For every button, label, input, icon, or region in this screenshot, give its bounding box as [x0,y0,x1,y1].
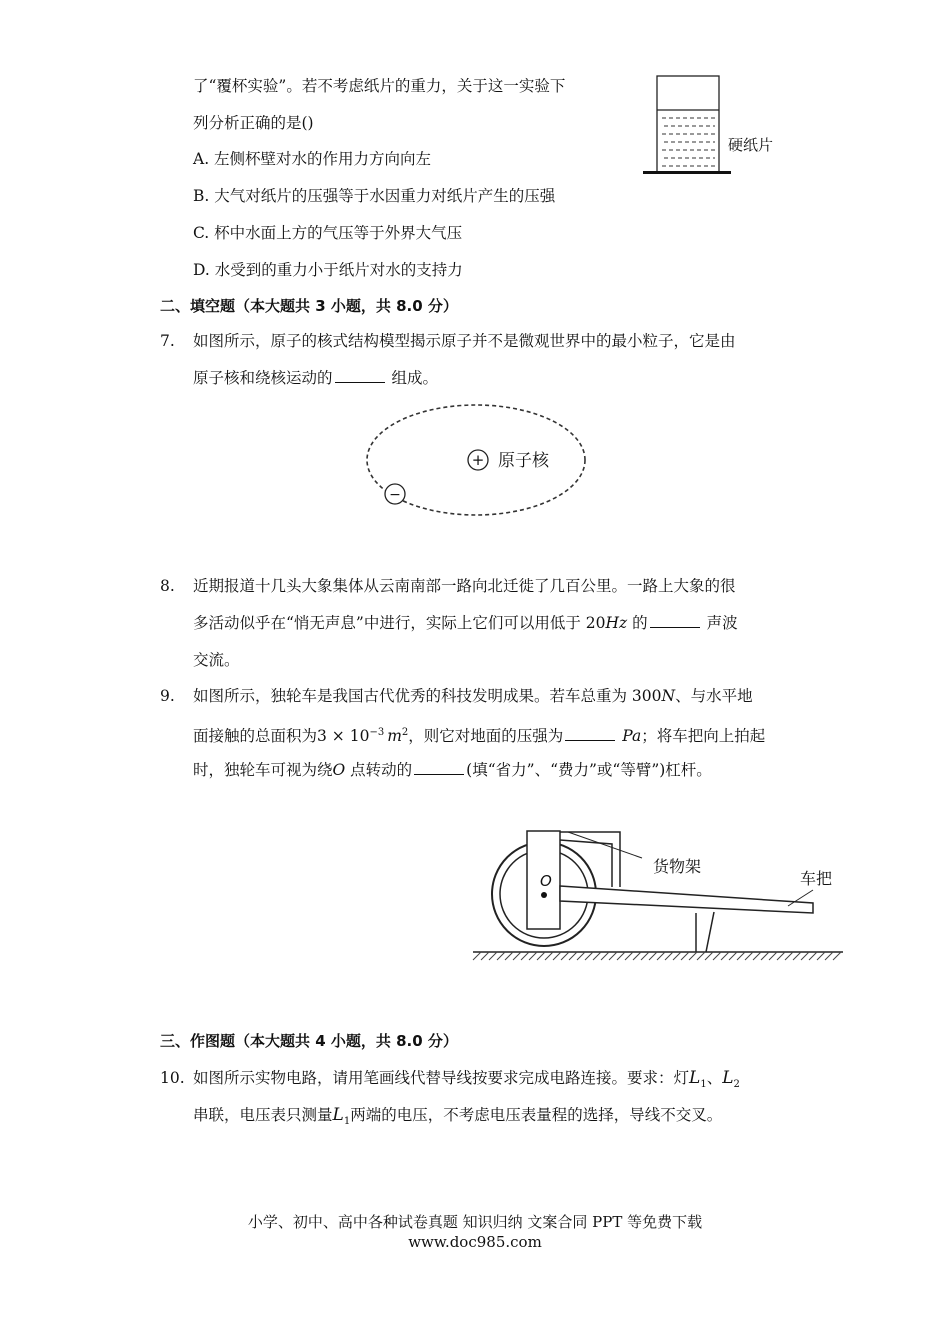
q7-line1: 如图所示，原子的核式结构模型揭示原子并不是微观世界中的最小粒子，它是由 [193,332,736,350]
q10-line1: 如图所示实物电路，请用笔画线代替导线按要求完成电路连接。要求：灯$L_1$、$L_2$ [193,1068,740,1091]
svg-text:−: − [389,487,401,503]
q9-line3: 时，独轮车可视为绕O 点转动的 (填“省力”、“费力”或“等臂”)杠杆。 [193,761,712,779]
q6-line1: 了“覆杯实验”。若不考虑纸片的重力，关于这一实验下 [193,77,566,95]
svg-text:+: + [471,451,485,469]
q7-number: 7. [160,332,175,350]
q6-option-a: A. 左侧杯壁对水的作用力方向向左 [193,150,432,168]
cup-figure-label: 硬纸片 [728,136,774,154]
q6-option-b: B. 大气对纸片的压强等于水因重力对纸片产生的压强 [193,187,556,205]
atom-figure [360,400,592,522]
pivot-label: O [540,872,552,890]
q9-blank-2 [414,760,464,775]
q10-line2: 串联，电压表只测量$L_1$两端的电压，不考虑电压表量程的选择，导线不交叉。 [193,1105,723,1128]
q8-line1: 近期报道十几头大象集体从云南南部一路向北迁徙了几百公里。一路上大象的很 [193,577,736,595]
rack-label: 货物架 [653,857,702,876]
q9-blank-1 [565,726,615,741]
footer-url[interactable]: www.doc985.com [408,1233,542,1251]
q7-blank [335,368,385,383]
q6-option-d: D. 水受到的重力小于纸片对水的支持力 [193,261,463,279]
q9-line2: 面接触的总面积为$3 \times 10^{-3}$ $m^2$，则它对地面的压强为 Pa；将车把向上拍起 [193,727,766,746]
handle-label: 车把 [800,869,833,888]
q6-option-c: C. 杯中水面上方的气压等于外界大气压 [193,224,463,242]
footer-line1: 小学、初中、高中各种试卷真题 知识归纳 文案合同 PPT 等免费下载 [247,1213,703,1231]
wheelbarrow-figure [468,824,848,968]
nucleus-label: 原子核 [498,451,549,471]
section2-title: 二、填空题（本大题共 3 小题，共 8.0 分） [160,297,458,315]
q8-line2: 多活动似乎在“悄无声息”中进行，实际上它们可以用低于 20Hz 的 声波 [193,614,738,632]
q9-number: 9. [160,687,175,705]
q8-number: 8. [160,577,175,595]
q6-line2: 列分析正确的是() [193,114,314,132]
q10-number: 10. [160,1069,185,1087]
q8-line3: 交流。 [193,651,240,669]
q8-blank [650,613,700,628]
cup-figure [640,72,790,182]
q9-line1: 如图所示，独轮车是我国古代优秀的科技发明成果。若车总重为 300N、与水平地 [193,687,753,705]
section3-title: 三、作图题（本大题共 4 小题，共 8.0 分） [160,1032,458,1050]
q7-line2: 原子核和绕核运动的 组成。 [193,369,438,387]
